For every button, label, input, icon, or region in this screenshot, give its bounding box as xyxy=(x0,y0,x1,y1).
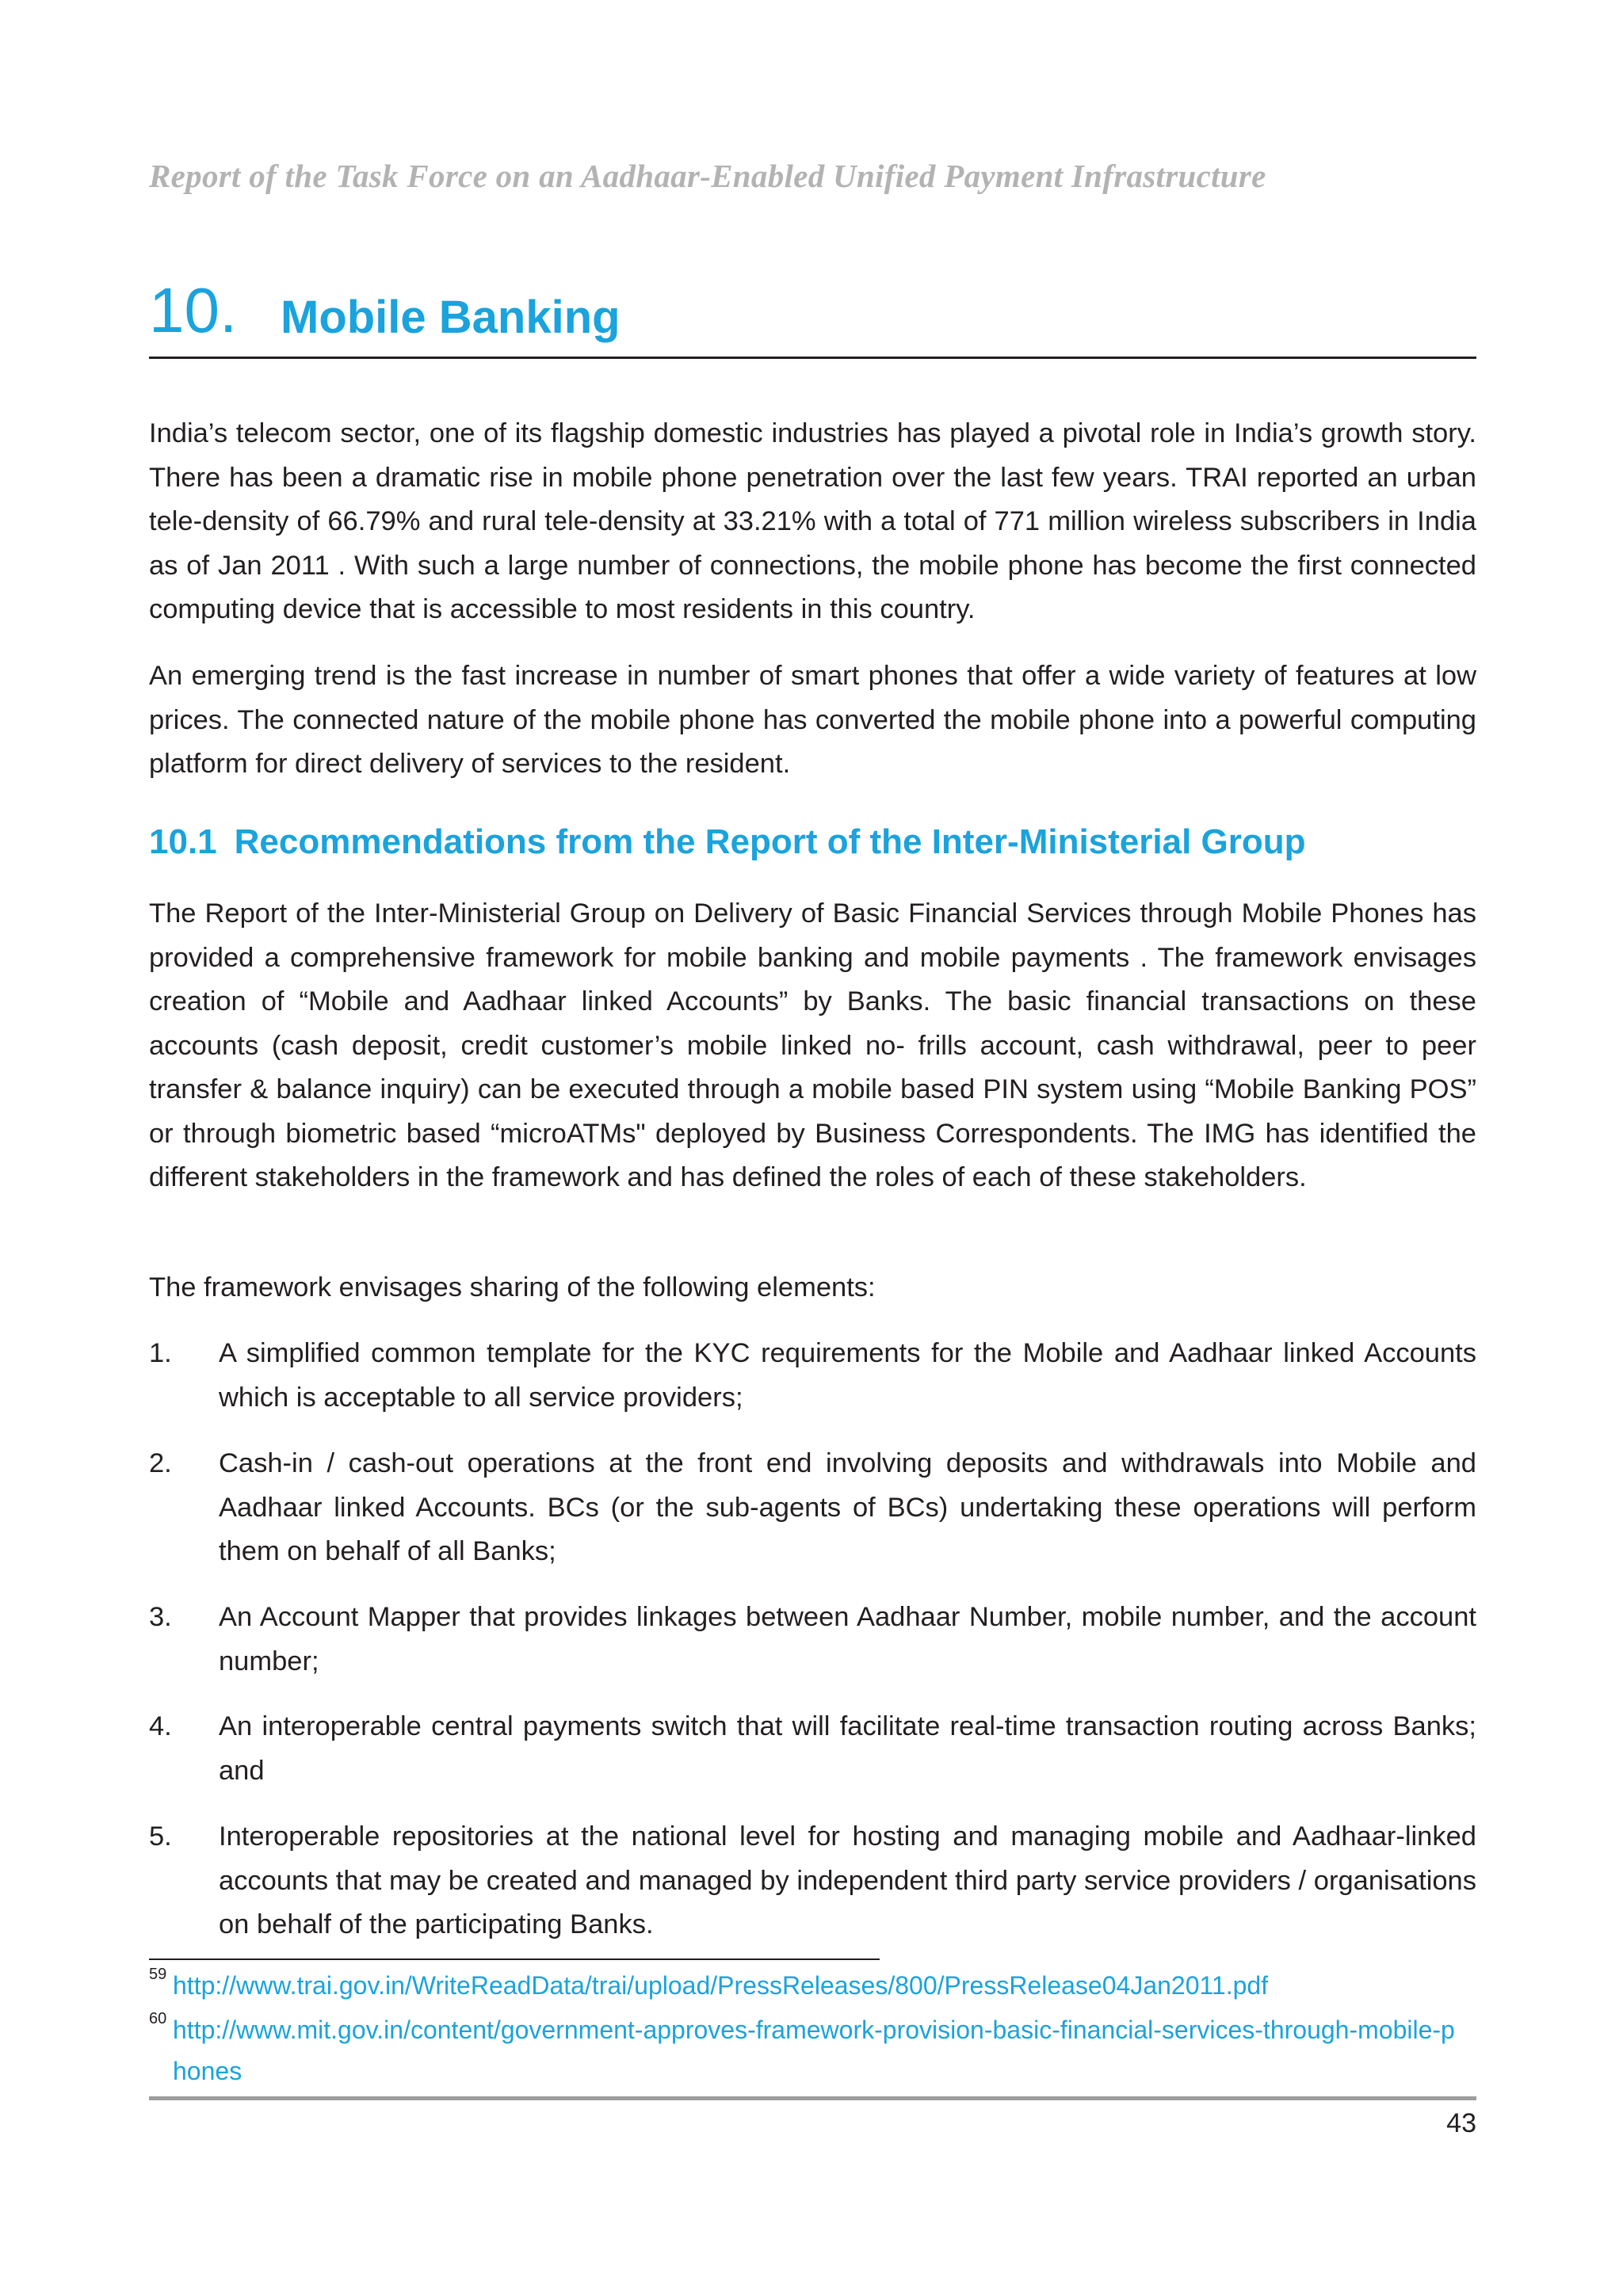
section-title: Recommendations from the Report of the Inter-Ministerial Group xyxy=(234,822,1306,861)
list-item-text: Cash-in / cash-out operations at the front end involving deposits and withdrawals into Mobile and Aadhaar linked Accounts. BCs (or the sub-agents of BCs) undertaking these operations will perform them on behalf of all Banks; xyxy=(219,1448,1476,1566)
chapter-number: 10. xyxy=(149,275,238,345)
list-item-number: 4. xyxy=(149,1711,172,1741)
list-item-number: 3. xyxy=(149,1602,172,1632)
list-item-text: A simplified common template for the KYC requirements for the Mobile and Aadhaar linked Accounts which is acceptable to all service providers; xyxy=(219,1338,1476,1413)
section-number: 10.1 xyxy=(149,822,217,861)
list-item-text: Interoperable repositories at the national level for hosting and managing mobile and Aadhaar-linked accounts that may be created and managed by independent third party service providers / organisations on behalf of the participating Banks. xyxy=(219,1821,1476,1939)
list-item-text: An interoperable central payments switch that will facilitate real-time transaction routing across Banks; and xyxy=(219,1711,1476,1786)
list-item-number: 2. xyxy=(149,1448,172,1478)
list-item-number: 1. xyxy=(149,1338,172,1368)
section-heading xyxy=(149,820,1306,864)
list-intro: The framework envisages sharing of the following elements: xyxy=(149,1272,876,1302)
footnote-link[interactable]: http://www.trai.gov.in/WriteReadData/trai/upload/PressReleases/800/PressRelease04Jan2011.pdf xyxy=(173,1971,1269,2000)
chapter-heading xyxy=(149,275,1476,359)
footnote-link[interactable]: http://www.mit.gov.in/content/government-approves-framework-provision-basic-financial-services-through-mobile-phones xyxy=(173,2016,1455,2085)
intro-paragraph-2: An emerging trend is the fast increase in number of smart phones that offer a wide variety of features at low prices. The connected nature of the mobile phone has converted the mobile phone into a powerful computing platform for direct delivery of services to the resident. xyxy=(149,661,1476,779)
footnote-divider xyxy=(149,1958,880,1960)
page-number: 43 xyxy=(1446,2108,1476,2138)
footnote-mark: 60 xyxy=(149,2010,167,2027)
footnote-mark: 59 xyxy=(149,1966,167,1983)
list-item-text: An Account Mapper that provides linkages between Aadhaar Number, mobile number, and the account number; xyxy=(219,1602,1476,1676)
running-header: Report of the Task Force on an Aadhaar-Enabled Unified Payment Infrastructure xyxy=(149,158,1266,194)
intro-paragraph-1: India’s telecom sector, one of its flagship domestic industries has played a pivotal role in India’s growth story. There has been a dramatic rise in mobile phone penetration over the last few years. TRAI reported an urban tele-density of 66.79% and rural tele-density at 33.21% with a total of 771 million wireless subscribers in India as of Jan 2011 . With such a large number of connections, the mobile phone has become the first connected computing device that is accessible to most residents in this country. xyxy=(149,418,1476,624)
chapter-title: Mobile Banking xyxy=(281,292,621,343)
list-item-number: 5. xyxy=(149,1821,172,1852)
section-paragraph-1: The Report of the Inter-Ministerial Group on Delivery of Basic Financial Services through Mobile Phones has provided a comprehensive framework for mobile banking and mobile payments . The framework envisages creation of “Mobile and Aadhaar linked Accounts” by Banks. The basic financial transactions on these accounts (cash deposit, credit customer’s mobile linked no- frills account, cash withdrawal, peer to peer transfer & balance inquiry) can be executed through a mobile based PIN system using “Mobile Banking POS” or through biometric based “microATMs" deployed by Business Correspondents. The IMG has identified the different stakeholders in the framework and has defined the roles of each of these stakeholders. xyxy=(149,898,1476,1192)
page-footer-rule xyxy=(149,2096,1476,2100)
